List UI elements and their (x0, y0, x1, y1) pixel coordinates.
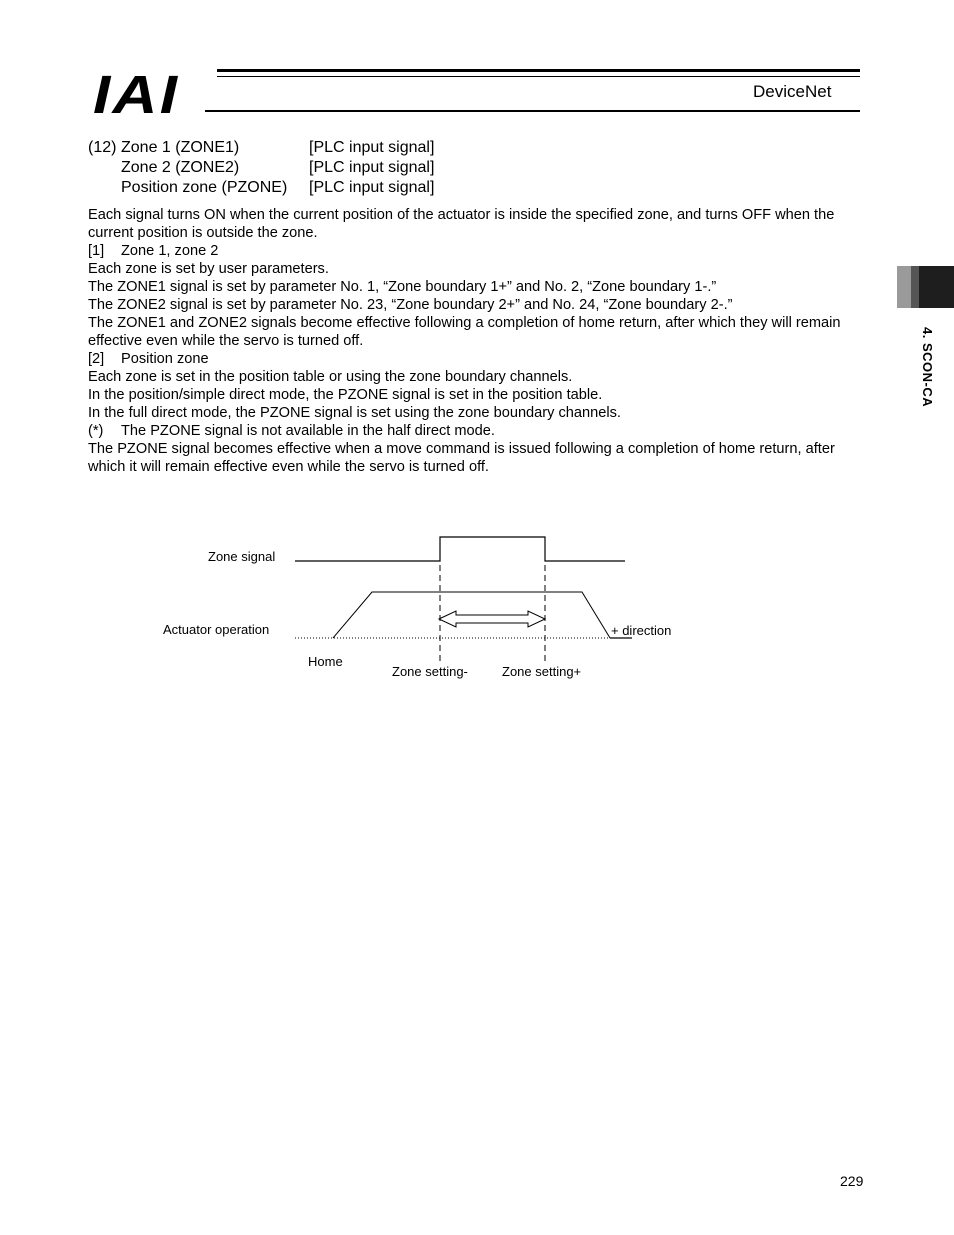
body-text (88, 206, 863, 476)
iai-logo: IAI (93, 65, 180, 125)
zone-minus-label: Zone setting- (392, 664, 468, 679)
note (88, 422, 863, 440)
subsection-number: [2] (88, 351, 105, 367)
chapter-tab-label: 4. SCON-CA (920, 327, 935, 408)
signal-type: [PLC input signal] (309, 139, 435, 156)
subsection-heading (88, 242, 863, 260)
header-rule (217, 69, 860, 72)
paragraph: The ZONE1 and ZONE2 signals become effective following a completion of home return, after which they will remain effective even while the servo is turned off. (88, 315, 841, 349)
subsection-title: Zone 1, zone 2 (121, 243, 219, 259)
zone-signal-waveform (295, 537, 625, 561)
paragraph: The ZONE2 signal is set by parameter No. 23, “Zone boundary 2+” and No. 24, “Zone boundary 2-.” (88, 297, 733, 313)
subsection-title: Position zone (121, 351, 209, 367)
paragraph: Each zone is set by user parameters. (88, 261, 329, 277)
actuator-operation-label: Actuator operation (163, 622, 270, 637)
subsection-heading (88, 350, 863, 368)
paragraph: Each zone is set in the position table or using the zone boundary channels. (88, 369, 573, 385)
paragraph: In the full direct mode, the PZONE signal is set using the zone boundary channels. (88, 405, 621, 421)
zone-range-arrow (439, 611, 545, 627)
signal-name: Zone 2 (ZONE2) (121, 159, 240, 176)
paragraph: The PZONE signal becomes effective when a move command is issued following a completion of home return, after which it will remain effective even while the servo is turned off. (88, 441, 835, 475)
direction-label: + direction (611, 623, 672, 638)
chapter-tab-marker (897, 266, 911, 308)
section-title: DeviceNet (753, 82, 832, 101)
signal-name: Zone 1 (ZONE1) (121, 139, 240, 156)
zone-plus-label: Zone setting+ (502, 664, 582, 679)
chapter-tab-marker (919, 266, 954, 308)
header-rule (217, 76, 860, 77)
subsection-number: [1] (88, 243, 105, 259)
paragraph: The ZONE1 signal is set by parameter No. 1, “Zone boundary 1+” and No. 2, “Zone boundary 1-.” (88, 279, 717, 295)
paragraph: Each signal turns ON when the current position of the actuator is inside the specified zone, and turns OFF when the current position is outside the zone. (88, 207, 835, 241)
signal-name: Position zone (PZONE) (121, 179, 288, 196)
header-rule (205, 110, 860, 112)
signal-type: [PLC input signal] (309, 159, 435, 176)
home-label: Home (308, 654, 343, 669)
zone-signal-label: Zone signal (208, 549, 276, 564)
chapter-tab-marker (911, 266, 919, 308)
page-number: 229 (840, 1173, 864, 1189)
signal-type: [PLC input signal] (309, 179, 435, 196)
paragraph: In the position/simple direct mode, the PZONE signal is set in the position table. (88, 387, 603, 403)
note-mark: (*) (88, 423, 104, 439)
note-text: The PZONE signal is not available in the half direct mode. (121, 423, 495, 439)
signal-number: (12) (88, 139, 117, 156)
